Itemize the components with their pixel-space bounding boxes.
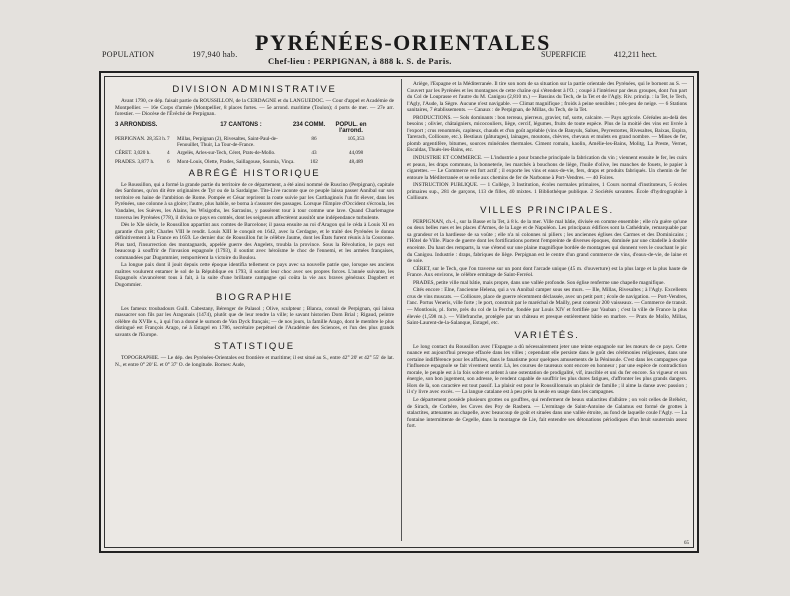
ville-paragraph: CÉRET, sur le Tech, que l'on traverse sur un pont dont l'arcade unique (45 m. d'ouverture) est la plus large et la plus haute de France. Aux environs, le célèbre ermitage de Saint-Ferréol. — [407, 265, 687, 279]
industrie-text: INDUSTRIE ET COMMERCE. — L'industrie a pour branche principale la fabrication du vin ; viennent ensuite le fer, les cuirs et peaux, les draps communs, la bonneterie, les marchés à bouchons de liège, l'huile d'olive, les manches de fouets, le papier à cigarettes. — Le Commerce est fort actif ; il exporte les vins et eaux-de-vie, fers, draps et produits fabriqués. Un chemin de fer entoure la Méditerranée et se relie aux chemins de fer de Narbonne à Port-Vendres. — 40 Foires. — [407, 155, 687, 181]
column-divider — [401, 79, 402, 541]
section-title-varietes: VARIÉTÉS. — [514, 329, 580, 341]
content-frame — [99, 71, 699, 553]
ville-paragraph: PERPIGNAN, ch.-l., sur la Basse et la Tet, à 8 k. de la mer. Ville mal bâtie, divisée en comme ensemble ; elle n'a guère qu'une ou deux belles rues et les places d'Armes, de la Loge et de Napoléon. Les principaux édifices sont la Cathédrale, remarquable par sa grandeur et la hardiesse de sa voûte ; elle n'a ni colonnes ni piliers ; les anciennes églises des Carmes et des Dominicains ; l'Hôtel de Ville. Place de guerre dont les fortifications portent l'empreinte de diverses époques, dominée par une citadelle à double enceinte. Du haut des remparts, la vue s'étend sur une plaine magnifique bordée de montagnes qui donnent vers le couchant le pic du Canigou. Industrie : draps, fabriques de liège. Perpignan est le centre d'un grand commerce de vins, d'eaux-de-vie, de laine et de soie. — [407, 218, 687, 265]
section-title-abrege: ABRÉGÉ HISTORIQUE — [188, 167, 321, 179]
ville-paragraph: PRADES, petite ville mal bâtie, mais propre, dans une vallée profonde. Son église renferme une chapelle magnifique. — [413, 279, 665, 286]
section-title-statistique: STATISTIQUE — [214, 341, 295, 353]
canton-row: CÉRET. 3,020 h. 4 Argelès, Arles-sur-Tech, Céret, Prats-de-Mollo. 43 44,098 — [115, 150, 364, 157]
statistique-text: TOPOGRAPHIE. — Le dép. des Pyrénées-Orientales est frontière et maritime; il est situé au S., entre 42° 20' et 42° 55' de lat. N., et entre 0° 20' E. et 0° 37' O. de longitude. Bornes: Aude, — [115, 355, 394, 368]
abrege-paragraph: Dès le XIe siècle, le Roussillon appartint aux comtes de Barcelone; il passa ensuite au roi d'Aragon qui le céda à Louis XI en garantie d'un prêt; Charles VIII le rendit. Louis XIII le conquit en 1642, avec la Cerdagne, et le traité des Pyrénées le donna définitivement à la France en 1659. Le dernier duc de Roussillon fut le célèbre Jaume, dont les États furent réunis à la Couronne. Plus tard, l'insurrection des montagnards, appelée guerre des Angelets, troubla la province. Sous la Révolution, le pays eut beaucoup à souffrir de l'invasion espagnole (1793), il soutint avec héroïsme le choc de l'ennemi, et les armées françaises, commandées par Dugommier, remportèrent la victoire du Boulou. — [115, 222, 394, 261]
population-label: POPULATION — [102, 50, 155, 59]
instruction-text: INSTRUCTION PUBLIQUE. — 1 Collège, 3 Institution, écoles normales primaires, 1 Cours normal d'instituteurs, 5 écoles primaires sup., 281 de garçons, 113 de filles, 40 mixtes. 1 Bibliothèque publique. 2 Sociétés savantes. École d'hydrographie à Collioure. — [407, 182, 687, 202]
superficie-value: 412,211 hect. — [613, 50, 657, 59]
canton-row: PRADES. 3,877 h. 6 Mont-Louis, Olette, Prades, Saillagouse, Sournia, Vinça. 102 48,489 — [115, 158, 364, 165]
productions-text: PRODUCTIONS. — Sols dominants : bon terreau, pierreux, gravier, tuf, sorte, calcaire. — Pays agricole. Céréales au-delà des besoins ; olivier, châtaigniers, micocouliers, liège, cercif, légumes, fruits de toute espèce. Plus de la moitié des vins est livrée à l'export ; crus renommés, capiteux, chauds et d'un goût agréable (vins de Banyuls, Salses, Peyrestortes, Rivesaltes, Baixas, Espira, Tarerach, Collioure, etc.). Bestiaux (pâturages), lainages, moutons, chèvres, chevaux et mulets en grand nombre. — Mines de fer, plomb argentifère, bitumes, sources minérales thermales. Ciment romain, kaolin, Amélie-les-Bains, Molitg, La Preste, Vernet, Escaldas, Thuès-les-Bains, etc. — [407, 114, 687, 154]
ville-paragraph: Cités encore : Elne, l'ancienne Helena, qui a vu Annibal camper sous ses murs. — Ille, Millas, Rivesaltes ; à l'Agly. Excellents crus de vins muscats. — Collioure, place de guerre récemment déclassée, avec un petit port ; école de navigation. — Port-Vendres, l'anc. Portus Veneris, ville forte ; le port, construit par le maréchal de Mailly, peut contenir 200 vaisseaux. — Commerce de transit. — Montlouis, pl. forte, près du col de la Perche, fondée par Louis XIV et fortifiée par Vauban ; c'est la ville de France la plus élevée (1,598 m.). — Villefranche, protégée par un château et presque entièrement bâtie en marbre. — Prats de Mollo, Millas, Saint-Laurent-de-la-Salanque, Estagel, etc. — [407, 287, 687, 327]
varietes-paragraph: Le département possède plusieurs grottes ou gouffres, qui renferment de beaux stalactites d'albâtre ; on voit celles de Bréhéct, de Sirach, de Corbère, les Coves des Poy de Rasbera. — L'ermitage de Saint-Antoine de Galamus est formé de grottes à stalactites, attenantes au chapelle, avec beaucoup de goût et situées dans une vallée étroite, au fond de laquelle coule l'Agly. — La fontaine intermittente de Cegelle, dans la montagne de Lie, fait entendre ses détonations périodiques d'un bruit souterrain assez fort. — [407, 396, 687, 430]
section-title-biographie: BIOGRAPHIE — [215, 291, 294, 303]
population-line — [102, 50, 238, 59]
page-number: 65 — [684, 541, 689, 546]
abrege-paragraph: La longue paix dont il jouit depuis cette époque identifia tellement ce pays avec sa nouvelle patrie que, lorsque ses anciens maîtres voulurent entamer le sol de la République en 1793, il soutint leur choc avec ses propres forces. L'année suivante, les Espagnols s'avancèrent tous à fait, à la suite d'une brillante campagne qui coûta la vie aux braves généraux Dagobert et Dugommier. — [115, 262, 394, 289]
geography-text: Ariège, l'Espagne et la Méditerranée. Il tire son nom de sa situation sur la partie orientale des Pyrénées, qui le bornent au S. — Couvert par les Pyrénées et les montagnes de cette chaîne qui s'étendent à l'O. ; coupé à l'intérieur par deux groupes, dont l'un part du Col de Louprasse et l'autre du M. Canigou (2,810 m.) — Bassins du Tech, de la Tet et de l'Agly. Riv. princip. : la Tet, le Tech, l'Agly, l'Aude, la Sègre. Aucune n'est navigable. — Climat magnifique ; froids à peine sensibles ; très-peu de neige. — 6 Stations sanitaires, 7 établissements. — Canaux : de Perpignan, de Millas, du Tech, de la Tet. — [407, 81, 687, 114]
division-text: Avant 1790, ce dép. faisait partie du ROUSSILLON, de la CERDAGNE et du LANGUEDOC. — Cour d'appel et Académie de Montpellier. — 16e Corps d'armée (Montpellier, 8 places fortes. — 5e arrond. maritime (Toulon); 4 ports de mer. — 27e arr. forestier. — Diocèse de l'Évêché de Perpignan. — [115, 98, 394, 118]
varietes-paragraph: Le long contact du Roussillon avec l'Espagne a dû nécessairement jeter une teinte espagnole sur les mœurs de ce pays. Cette nuance est aujourd'hui presque effacée dans les villes ; cependant elle persiste dans le goût des cérémonies religieuses, dans une certaine indifférence pour les affaires, dans le fanatisme pour quelques amusements de la Péninsule. C'est dans les campagnes que l'influence espagnole se fait vivement sentir. Là, les courses de taureaux sont encore en honneur ; par une espèce de contradiction morale, le peuple est à la fois sobre et ardent à une ostentation de prodigalité, vif, irascible et uni du fer encore. Sa vigueur et son énergie, son bon jugement, son adresse, le rendent capable de souffrir les plus dures fatigues, d'affronter les plus grands dangers. Hors de là, son caractère est tout passif. La plaisir est pour le Roussillonnais un plaisir de famille ; il aime la danse avec passion ; il s'y livre avec excès. — La langue catalane est à peu près la seule en usage dans les campagnes. — [407, 343, 687, 396]
superficie-label: SUPERFICIE — [541, 50, 586, 59]
right-column — [407, 81, 687, 431]
section-title-villes: VILLES PRINCIPALES. — [480, 204, 614, 216]
section-title-division: DIVISION ADMINISTRATIVE — [172, 84, 337, 95]
biographie-text: Les fameux troubadours Guill. Cabestany, Bérenger de Palasol ; Olive, sculpteur ; Blanca, consul de Perpignan, qui laissa massacrer son fils par les Aragonais (1474), plutôt que de leur rendre la ville; le savant historien Dom Brial ; Rigaud, peintre célèbre du XVIIe s., à qui l'on a donné le surnom de Van Dyck français; — de nos jours, la famille Arago, dont le membre le plus distingué est François Arago, né à Estagel en 1786, secrétaire perpétuel de l'Académie des Sciences, et l'un des plus grands savants de l'Europe. — [115, 305, 394, 338]
cantons-header: 3 ARRONDISS. 17 CANTONS : 234 COMM. POPUL. en l'arrond. — [115, 121, 367, 134]
page-title: PYRÉNÉES-ORIENTALES — [255, 30, 551, 55]
superficie-line — [541, 50, 657, 59]
abrege-paragraph: Le Roussillon, qui a formé la grande partie du territoire de ce département, a été ainsi nommé de Ruscino (Perpignan), capitale des Sardones, qu'on dit être originaires de Tyr ou de la Sardaigne. Tite-Live raconte que ce peuple laissa passer Annibal sur son territoire en haine de l'ambition de Rome. Pompée et César reprirent la route suivie par les Carthaginois l'un fit élever, dans les Pyrénées, une colonne à sa gloire; l'autre, plus habile, se borna à s'assurer des passages. Lorsque l'Empire d'Occident s'écroula, les Vandales, les Suèves, les Alains, les Wisigoths, les Sarrasins, y passèrent tour à tour comme une lave. Quand Charlemagne traversa les Pyrénées (778), il divisa ce pays en comtés, dont les seigneurs affectèrent aussitôt une indépendance turbulente. — [115, 181, 394, 221]
left-column — [115, 81, 394, 369]
chef-lieu: Chef-lieu : PERPIGNAN, à 888 k. S. de Paris. — [268, 56, 452, 66]
canton-row: PERPIGNAN. 28,353 h. 7 Millas, Perpignan (2), Rivesaltes, Saint-Paul-de-Fenouillet, Thuir, La Tour-de-France. 86 105,353 — [115, 135, 365, 148]
population-value: 197,940 hab. — [192, 50, 238, 59]
